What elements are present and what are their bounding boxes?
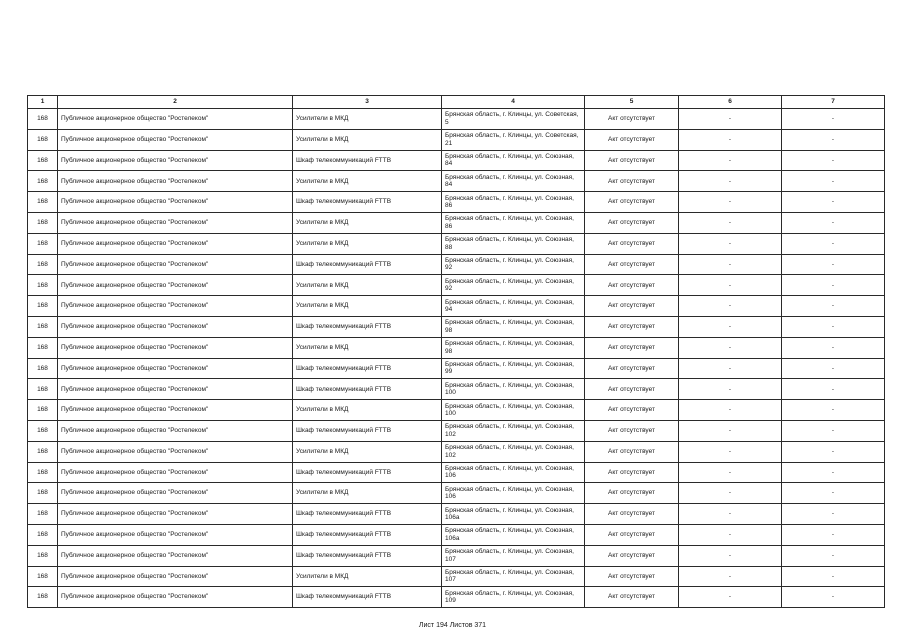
- act-status-cell: Акт отсутствует: [585, 358, 679, 379]
- column-7-cell: -: [782, 358, 885, 379]
- address-cell: Брянская область, г. Клинцы, ул. Союзная, 102: [442, 441, 585, 462]
- act-status-cell: Акт отсутствует: [585, 296, 679, 317]
- column-header: 5: [585, 96, 679, 109]
- column-header: 2: [58, 96, 293, 109]
- object-type-cell: Шкаф телекоммуникаций FTTB: [293, 254, 442, 275]
- object-type-cell: Усилители в МКД: [293, 483, 442, 504]
- act-status-cell: Акт отсутствует: [585, 171, 679, 192]
- column-6-cell: -: [679, 109, 782, 130]
- table-row: [28, 275, 885, 296]
- act-status-cell: Акт отсутствует: [585, 150, 679, 171]
- object-type-cell: Усилители в МКД: [293, 275, 442, 296]
- row-number-cell: 168: [28, 150, 58, 171]
- table-row: [28, 171, 885, 192]
- object-type-cell: Усилители в МКД: [293, 296, 442, 317]
- organization-cell: Публичное акционерное общество "Ростелеком": [58, 566, 293, 587]
- organization-cell: Публичное акционерное общество "Ростелеком": [58, 358, 293, 379]
- organization-cell: Публичное акционерное общество "Ростелеком": [58, 275, 293, 296]
- object-type-cell: Шкаф телекоммуникаций FTTB: [293, 379, 442, 400]
- table-row: [28, 462, 885, 483]
- row-number-cell: 168: [28, 212, 58, 233]
- row-number-cell: 168: [28, 379, 58, 400]
- act-status-cell: Акт отсутствует: [585, 524, 679, 545]
- row-number-cell: 168: [28, 129, 58, 150]
- row-number-cell: 168: [28, 171, 58, 192]
- register-table: [27, 95, 885, 608]
- column-header: 6: [679, 96, 782, 109]
- act-status-cell: Акт отсутствует: [585, 587, 679, 608]
- column-6-cell: -: [679, 254, 782, 275]
- organization-cell: Публичное акционерное общество "Ростелеком": [58, 524, 293, 545]
- act-status-cell: Акт отсутствует: [585, 109, 679, 130]
- object-type-cell: Усилители в МКД: [293, 212, 442, 233]
- table-row: [28, 566, 885, 587]
- column-7-cell: -: [782, 420, 885, 441]
- column-6-cell: -: [679, 150, 782, 171]
- act-status-cell: Акт отсутствует: [585, 420, 679, 441]
- organization-cell: Публичное акционерное общество "Ростелеком": [58, 462, 293, 483]
- column-6-cell: -: [679, 462, 782, 483]
- column-7-cell: -: [782, 504, 885, 525]
- row-number-cell: 168: [28, 358, 58, 379]
- column-6-cell: -: [679, 275, 782, 296]
- page-footer: Лист 194 Листов 371: [418, 622, 487, 629]
- organization-cell: Публичное акционерное общество "Ростелеком": [58, 233, 293, 254]
- column-6-cell: -: [679, 316, 782, 337]
- table-row: [28, 504, 885, 525]
- column-7-cell: -: [782, 254, 885, 275]
- object-type-cell: Шкаф телекоммуникаций FTTB: [293, 420, 442, 441]
- register-body: [28, 109, 885, 608]
- object-type-cell: Шкаф телекоммуникаций FTTB: [293, 524, 442, 545]
- act-status-cell: Акт отсутствует: [585, 254, 679, 275]
- row-number-cell: 168: [28, 316, 58, 337]
- object-type-cell: Шкаф телекоммуникаций FTTB: [293, 150, 442, 171]
- organization-cell: Публичное акционерное общество "Ростелеком": [58, 441, 293, 462]
- address-cell: Брянская область, г. Клинцы, ул. Союзная, 86: [442, 192, 585, 213]
- address-cell: Брянская область, г. Клинцы, ул. Союзная, 98: [442, 337, 585, 358]
- table-row: [28, 524, 885, 545]
- organization-cell: Публичное акционерное общество "Ростелеком": [58, 171, 293, 192]
- organization-cell: Публичное акционерное общество "Ростелеком": [58, 545, 293, 566]
- organization-cell: Публичное акционерное общество "Ростелеком": [58, 379, 293, 400]
- column-6-cell: -: [679, 171, 782, 192]
- act-status-cell: Акт отсутствует: [585, 462, 679, 483]
- column-7-cell: -: [782, 400, 885, 421]
- object-type-cell: Усилители в МКД: [293, 400, 442, 421]
- address-cell: Брянская область, г. Клинцы, ул. Союзная, 94: [442, 296, 585, 317]
- table-row: [28, 150, 885, 171]
- object-type-cell: Усилители в МКД: [293, 109, 442, 130]
- address-cell: Брянская область, г. Клинцы, ул. Союзная, 88: [442, 233, 585, 254]
- table-row: [28, 420, 885, 441]
- column-6-cell: -: [679, 358, 782, 379]
- table-row: [28, 545, 885, 566]
- table-row: [28, 441, 885, 462]
- address-cell: Брянская область, г. Клинцы, ул. Союзная, 106а: [442, 524, 585, 545]
- column-6-cell: -: [679, 212, 782, 233]
- table-row: [28, 233, 885, 254]
- organization-cell: Публичное акционерное общество "Ростелеком": [58, 129, 293, 150]
- act-status-cell: Акт отсутствует: [585, 316, 679, 337]
- column-7-cell: -: [782, 296, 885, 317]
- column-6-cell: -: [679, 400, 782, 421]
- column-7-cell: -: [782, 212, 885, 233]
- column-6-cell: -: [679, 233, 782, 254]
- organization-cell: Публичное акционерное общество "Ростелеком": [58, 504, 293, 525]
- address-cell: Брянская область, г. Клинцы, ул. Союзная, 84: [442, 171, 585, 192]
- row-number-cell: 168: [28, 400, 58, 421]
- table-row: [28, 587, 885, 608]
- column-header: 3: [293, 96, 442, 109]
- table-row: [28, 316, 885, 337]
- column-6-cell: -: [679, 566, 782, 587]
- object-type-cell: Шкаф телекоммуникаций FTTB: [293, 192, 442, 213]
- table-row: [28, 192, 885, 213]
- column-7-cell: -: [782, 441, 885, 462]
- column-7-cell: -: [782, 109, 885, 130]
- column-6-cell: -: [679, 441, 782, 462]
- organization-cell: Публичное акционерное общество "Ростелеком": [58, 150, 293, 171]
- row-number-cell: 168: [28, 296, 58, 317]
- column-7-cell: -: [782, 587, 885, 608]
- column-6-cell: -: [679, 192, 782, 213]
- table-row: [28, 358, 885, 379]
- table-row: [28, 254, 885, 275]
- address-cell: Брянская область, г. Клинцы, ул. Союзная, 98: [442, 316, 585, 337]
- row-number-cell: 168: [28, 275, 58, 296]
- organization-cell: Публичное акционерное общество "Ростелеком": [58, 192, 293, 213]
- row-number-cell: 168: [28, 524, 58, 545]
- column-6-cell: -: [679, 129, 782, 150]
- column-7-cell: -: [782, 171, 885, 192]
- column-7-cell: -: [782, 379, 885, 400]
- row-number-cell: 168: [28, 233, 58, 254]
- column-7-cell: -: [782, 524, 885, 545]
- act-status-cell: Акт отсутствует: [585, 400, 679, 421]
- table-row: [28, 296, 885, 317]
- column-7-cell: -: [782, 566, 885, 587]
- column-6-cell: -: [679, 337, 782, 358]
- object-type-cell: Шкаф телекоммуникаций FTTB: [293, 587, 442, 608]
- address-cell: Брянская область, г. Клинцы, ул. Союзная, 92: [442, 275, 585, 296]
- object-type-cell: Усилители в МКД: [293, 171, 442, 192]
- object-type-cell: Шкаф телекоммуникаций FTTB: [293, 462, 442, 483]
- row-number-cell: 168: [28, 441, 58, 462]
- address-cell: Брянская область, г. Клинцы, ул. Союзная, 107: [442, 566, 585, 587]
- act-status-cell: Акт отсутствует: [585, 275, 679, 296]
- row-number-cell: 168: [28, 545, 58, 566]
- organization-cell: Публичное акционерное общество "Ростелеком": [58, 400, 293, 421]
- organization-cell: Публичное акционерное общество "Ростелеком": [58, 254, 293, 275]
- column-6-cell: -: [679, 587, 782, 608]
- act-status-cell: Акт отсутствует: [585, 212, 679, 233]
- row-number-cell: 168: [28, 566, 58, 587]
- table-row: [28, 483, 885, 504]
- column-6-cell: -: [679, 296, 782, 317]
- column-7-cell: -: [782, 545, 885, 566]
- table-row: [28, 212, 885, 233]
- column-6-cell: -: [679, 379, 782, 400]
- table-row: [28, 400, 885, 421]
- act-status-cell: Акт отсутствует: [585, 379, 679, 400]
- organization-cell: Публичное акционерное общество "Ростелеком": [58, 316, 293, 337]
- address-cell: Брянская область, г. Клинцы, ул. Советская, 21: [442, 129, 585, 150]
- address-cell: Брянская область, г. Клинцы, ул. Союзная, 84: [442, 150, 585, 171]
- table-row: [28, 337, 885, 358]
- act-status-cell: Акт отсутствует: [585, 566, 679, 587]
- act-status-cell: Акт отсутствует: [585, 504, 679, 525]
- object-type-cell: Усилители в МКД: [293, 337, 442, 358]
- column-6-cell: -: [679, 420, 782, 441]
- act-status-cell: Акт отсутствует: [585, 233, 679, 254]
- column-7-cell: -: [782, 129, 885, 150]
- address-cell: Брянская область, г. Клинцы, ул. Союзная, 106: [442, 462, 585, 483]
- organization-cell: Публичное акционерное общество "Ростелеком": [58, 337, 293, 358]
- organization-cell: Публичное акционерное общество "Ростелеком": [58, 212, 293, 233]
- table-row: [28, 129, 885, 150]
- table-row: [28, 109, 885, 130]
- act-status-cell: Акт отсутствует: [585, 337, 679, 358]
- address-cell: Брянская область, г. Клинцы, ул. Союзная, 100: [442, 379, 585, 400]
- address-cell: Брянская область, г. Клинцы, ул. Союзная, 106: [442, 483, 585, 504]
- column-7-cell: -: [782, 150, 885, 171]
- column-6-cell: -: [679, 524, 782, 545]
- address-cell: Брянская область, г. Клинцы, ул. Союзная, 106а: [442, 504, 585, 525]
- object-type-cell: Шкаф телекоммуникаций FTTB: [293, 545, 442, 566]
- column-7-cell: -: [782, 233, 885, 254]
- address-cell: Брянская область, г. Клинцы, ул. Союзная, 86: [442, 212, 585, 233]
- address-cell: Брянская область, г. Клинцы, ул. Союзная, 109: [442, 587, 585, 608]
- object-type-cell: Усилители в МКД: [293, 129, 442, 150]
- act-status-cell: Акт отсутствует: [585, 483, 679, 504]
- object-type-cell: Усилители в МКД: [293, 566, 442, 587]
- row-number-cell: 168: [28, 587, 58, 608]
- organization-cell: Публичное акционерное общество "Ростелеком": [58, 296, 293, 317]
- column-header: 7: [782, 96, 885, 109]
- organization-cell: Публичное акционерное общество "Ростелеком": [58, 587, 293, 608]
- column-header: 1: [28, 96, 58, 109]
- row-number-cell: 168: [28, 337, 58, 358]
- act-status-cell: Акт отсутствует: [585, 129, 679, 150]
- organization-cell: Публичное акционерное общество "Ростелеком": [58, 420, 293, 441]
- object-type-cell: Усилители в МКД: [293, 233, 442, 254]
- row-number-cell: 168: [28, 254, 58, 275]
- column-6-cell: -: [679, 504, 782, 525]
- address-cell: Брянская область, г. Клинцы, ул. Союзная, 102: [442, 420, 585, 441]
- column-7-cell: -: [782, 337, 885, 358]
- column-6-cell: -: [679, 483, 782, 504]
- column-7-cell: -: [782, 192, 885, 213]
- row-number-cell: 168: [28, 462, 58, 483]
- address-cell: Брянская область, г. Клинцы, ул. Союзная, 99: [442, 358, 585, 379]
- row-number-cell: 168: [28, 420, 58, 441]
- address-cell: Брянская область, г. Клинцы, ул. Союзная, 107: [442, 545, 585, 566]
- address-cell: Брянская область, г. Клинцы, ул. Союзная, 100: [442, 400, 585, 421]
- object-type-cell: Шкаф телекоммуникаций FTTB: [293, 504, 442, 525]
- column-7-cell: -: [782, 462, 885, 483]
- column-7-cell: -: [782, 483, 885, 504]
- address-cell: Брянская область, г. Клинцы, ул. Советская, 5: [442, 109, 585, 130]
- address-cell: Брянская область, г. Клинцы, ул. Союзная, 92: [442, 254, 585, 275]
- object-type-cell: Усилители в МКД: [293, 441, 442, 462]
- organization-cell: Публичное акционерное общество "Ростелеком": [58, 109, 293, 130]
- row-number-cell: 168: [28, 192, 58, 213]
- row-number-cell: 168: [28, 109, 58, 130]
- row-number-cell: 168: [28, 504, 58, 525]
- column-header: 4: [442, 96, 585, 109]
- column-7-cell: -: [782, 316, 885, 337]
- object-type-cell: Шкаф телекоммуникаций FTTB: [293, 358, 442, 379]
- object-type-cell: Шкаф телекоммуникаций FTTB: [293, 316, 442, 337]
- column-number-row: [28, 96, 885, 109]
- column-7-cell: -: [782, 275, 885, 296]
- column-6-cell: -: [679, 545, 782, 566]
- act-status-cell: Акт отсутствует: [585, 441, 679, 462]
- organization-cell: Публичное акционерное общество "Ростелеком": [58, 483, 293, 504]
- table-row: [28, 379, 885, 400]
- act-status-cell: Акт отсутствует: [585, 545, 679, 566]
- row-number-cell: 168: [28, 483, 58, 504]
- act-status-cell: Акт отсутствует: [585, 192, 679, 213]
- register-sheet: [27, 95, 884, 608]
